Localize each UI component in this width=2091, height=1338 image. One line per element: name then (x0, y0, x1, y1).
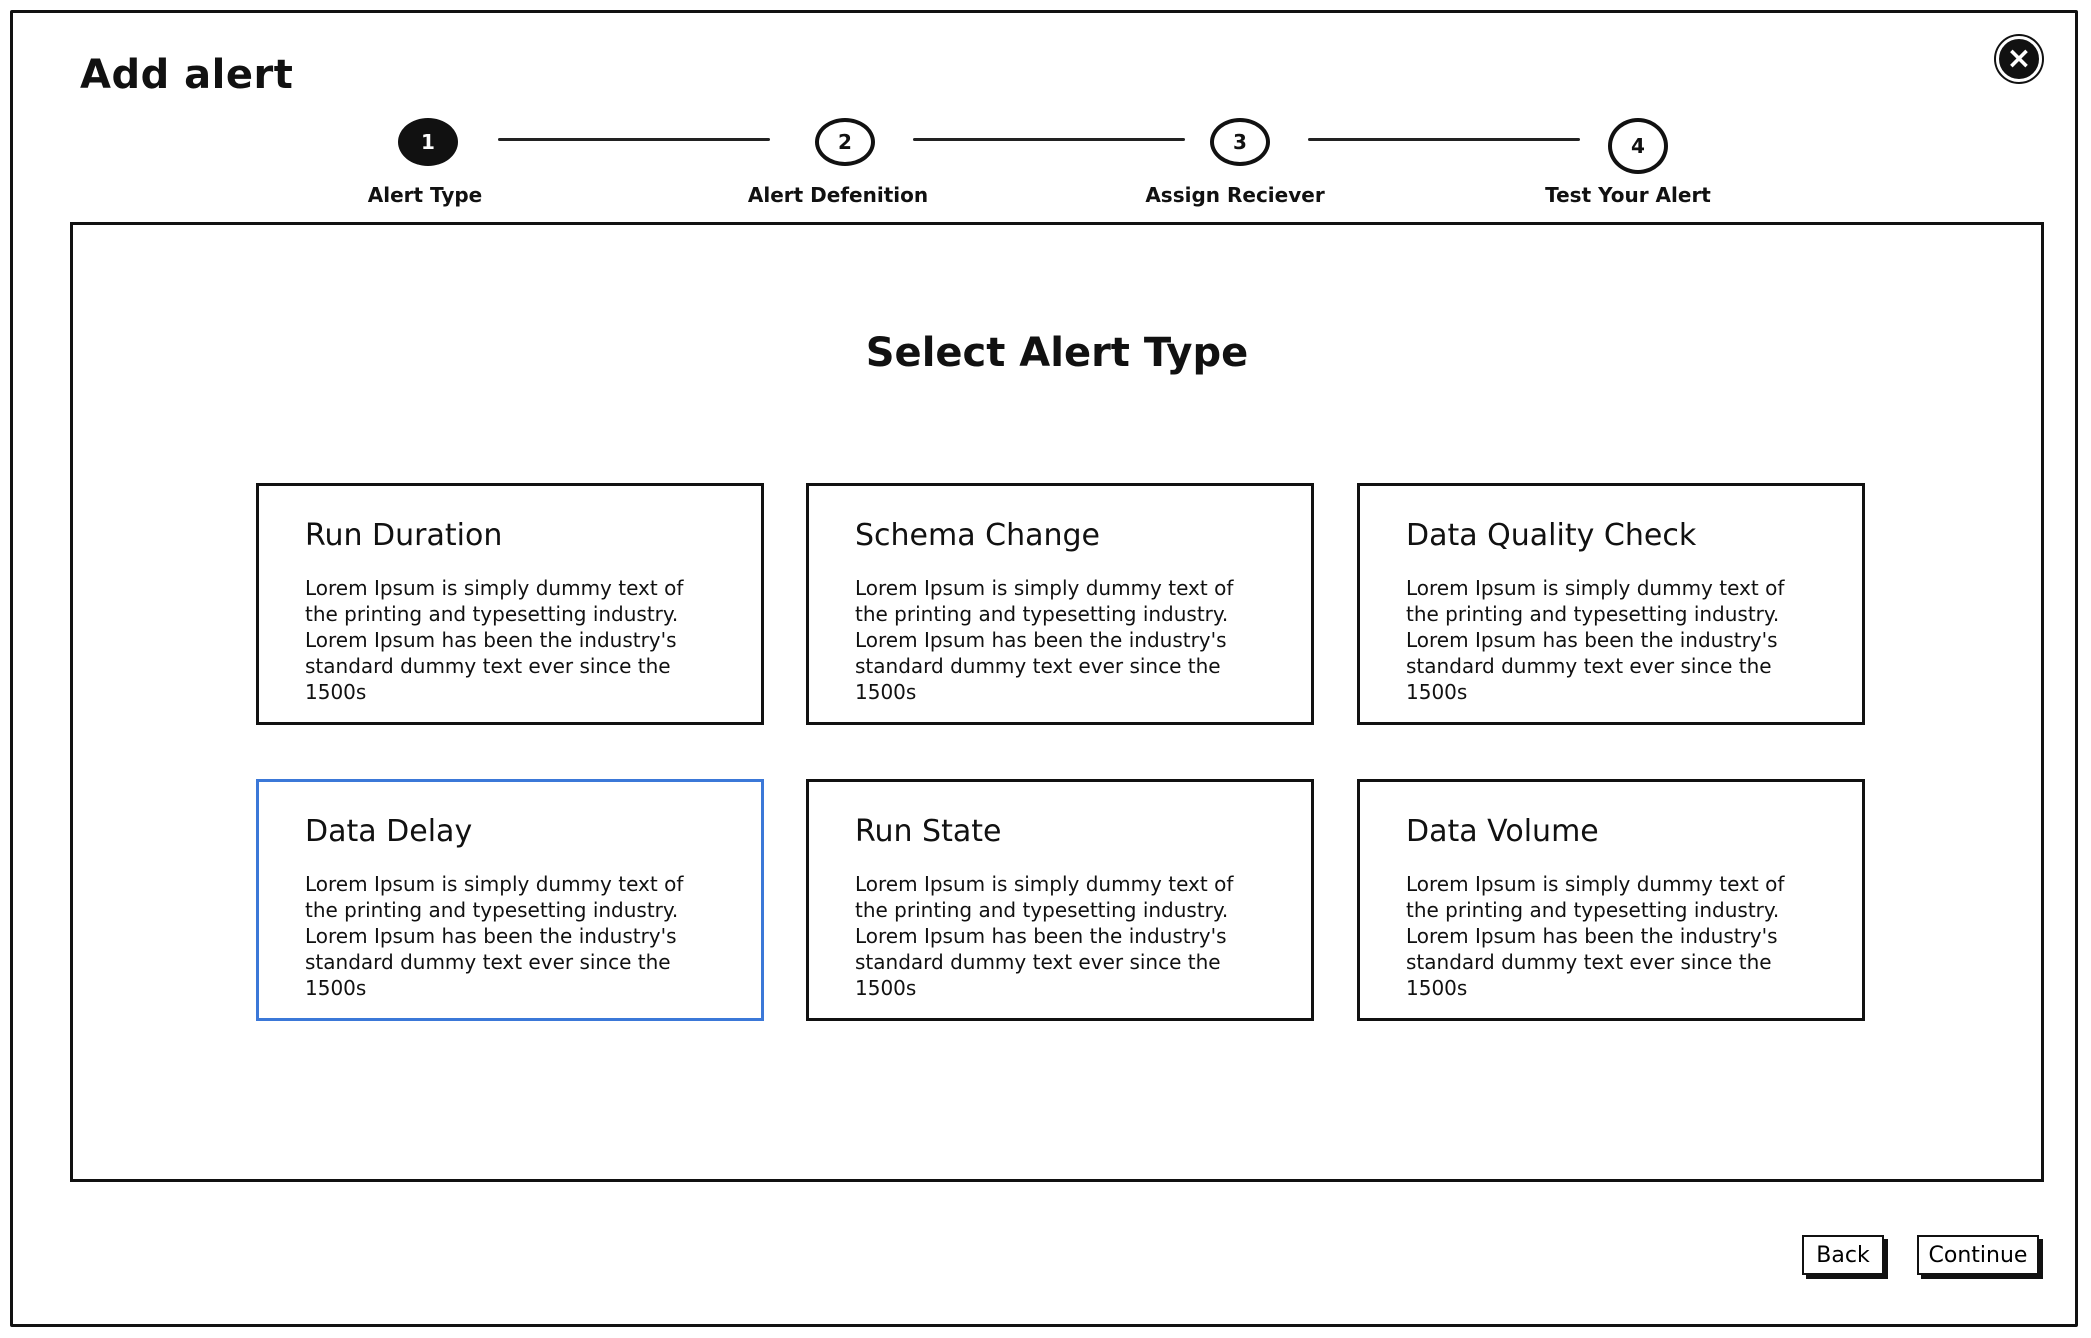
card-description: Lorem Ipsum is simply dummy text of the printing and typesetting industry. Lorem Ipsum has been the industry's standard dummy text ever since the 1500s (1406, 872, 1785, 1000)
card-description: Lorem Ipsum is simply dummy text of the printing and typesetting industry. Lorem Ipsum has been the industry's standard dummy text ever since the 1500s (305, 576, 684, 704)
card-description: Lorem Ipsum is simply dummy text of the printing and typesetting industry. Lorem Ipsum has been the industry's standard dummy text ever since the 1500s (855, 872, 1234, 1000)
panel-heading: Select Alert Type (865, 330, 1249, 376)
step-3-label: Assign Reciever (1145, 183, 1325, 207)
close-button[interactable] (1994, 34, 2044, 84)
alert-type-card-run-state[interactable] (806, 779, 1314, 1021)
card-title: Data Quality Check (1406, 518, 1697, 553)
card-title: Schema Change (855, 518, 1101, 553)
alert-type-card-data-volume[interactable] (1357, 779, 1865, 1021)
back-button[interactable]: Back (1802, 1235, 1884, 1275)
step-connector (1308, 138, 1580, 141)
card-description: Lorem Ipsum is simply dummy text of the printing and typesetting industry. Lorem Ipsum has been the industry's standard dummy text ever since the 1500s (305, 872, 684, 1000)
close-icon: × (2006, 41, 2032, 76)
card-title: Run State (855, 814, 1002, 849)
step-2-indicator[interactable]: 2 (815, 118, 875, 166)
step-connector (498, 138, 770, 141)
alert-type-card-schema-change[interactable] (806, 483, 1314, 725)
card-description: Lorem Ipsum is simply dummy text of the printing and typesetting industry. Lorem Ipsum has been the industry's standard dummy text ever since the 1500s (1406, 576, 1785, 704)
card-title: Data Delay (305, 814, 473, 849)
dialog-title: Add alert (80, 52, 294, 98)
card-title: Data Volume (1406, 814, 1599, 849)
alert-type-card-data-delay[interactable] (256, 779, 764, 1021)
alert-type-card-data-quality-check[interactable] (1357, 483, 1865, 725)
step-2-label: Alert Defenition (747, 183, 929, 207)
alert-type-panel (70, 222, 2044, 1182)
alert-type-card-run-duration[interactable] (256, 483, 764, 725)
step-connector (913, 138, 1185, 141)
step-4-indicator[interactable]: 4 (1608, 118, 1668, 174)
step-4-label: Test Your Alert (1545, 183, 1711, 207)
card-description: Lorem Ipsum is simply dummy text of the printing and typesetting industry. Lorem Ipsum has been the industry's standard dummy text ever since the 1500s (855, 576, 1234, 704)
continue-button[interactable]: Continue (1917, 1235, 2039, 1275)
step-1-label: Alert Type (367, 183, 483, 207)
step-1-indicator[interactable]: 1 (398, 118, 458, 166)
step-3-indicator[interactable]: 3 (1210, 118, 1270, 166)
card-title: Run Duration (305, 518, 503, 553)
